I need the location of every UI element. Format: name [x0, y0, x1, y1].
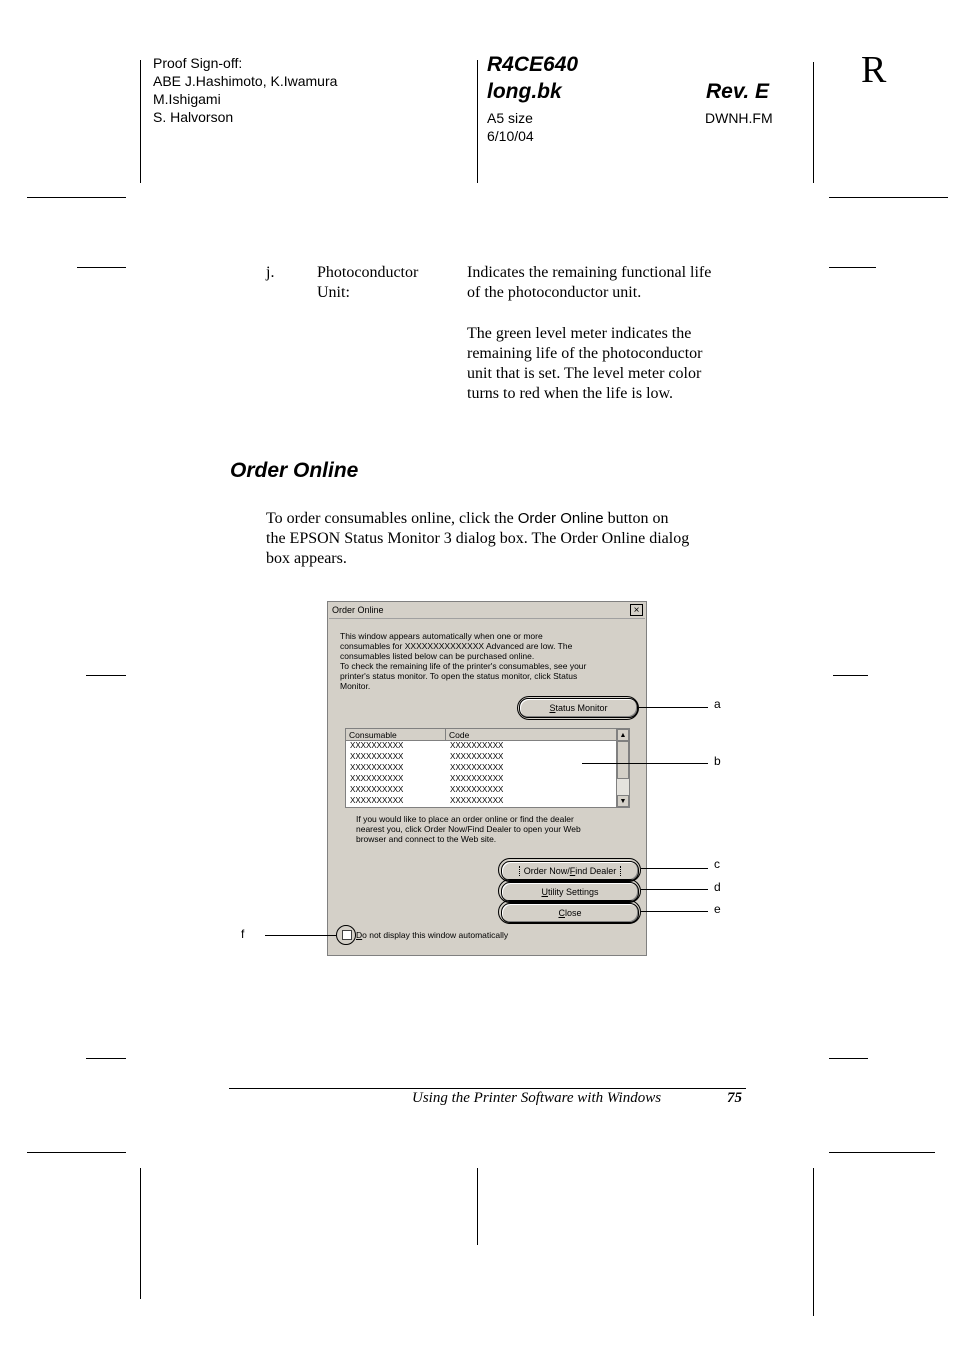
leader-line-b: [582, 763, 708, 764]
paper-size: A5 size: [487, 110, 533, 126]
column-header-consumable[interactable]: Consumable: [346, 729, 446, 741]
doc-date: 6/10/04: [487, 128, 534, 144]
scroll-up-icon[interactable]: ▲: [617, 729, 629, 741]
crop-mark: [477, 60, 478, 183]
table-row: XXXXXXXXXX: [450, 741, 504, 750]
order-now-find-dealer-button[interactable]: Order Now/Find Dealer: [501, 861, 639, 881]
crop-mark: [77, 267, 126, 268]
table-row: XXXXXXXXXX: [350, 741, 404, 750]
crop-mark: [813, 1168, 814, 1316]
table-row: XXXXXXXXXX: [450, 785, 504, 794]
checkbox-label[interactable]: Do not display this window automatically: [356, 930, 509, 940]
leader-line-c: [641, 868, 708, 869]
status-monitor-button[interactable]: Status Monitor: [519, 698, 638, 718]
page-number: 75: [727, 1090, 742, 1106]
dialog-title: Order Online: [332, 605, 384, 615]
callout-ring-f: [336, 925, 356, 945]
table-row: XXXXXXXXXX: [350, 774, 404, 783]
callout-label-c: c: [714, 857, 720, 871]
crop-mark: [829, 267, 876, 268]
item-description-detail: The green level meter indicates the remaining life of the photoconductor unit that is set. The level meter color turns to red when the life is low.: [467, 325, 703, 402]
footer-chapter: Using the Printer Software with Windows: [412, 1090, 662, 1106]
scroll-thumb[interactable]: [617, 741, 629, 779]
table-row: XXXXXXXXXX: [350, 752, 404, 761]
corner-letter: R: [861, 49, 887, 91]
order-online-ref: Order Online: [517, 510, 604, 527]
book-name: long.bk: [487, 80, 562, 103]
table-row: XXXXXXXXXX: [450, 752, 504, 761]
crop-mark: [829, 1152, 935, 1153]
item-description: Indicates the remaining functional life of the photoconductor unit.: [467, 264, 712, 301]
callout-label-a: a: [714, 697, 721, 711]
table-row: XXXXXXXXXX: [350, 763, 404, 772]
leader-line-e: [641, 911, 708, 912]
leader-line-d: [641, 889, 708, 890]
callout-ring-e: [498, 900, 641, 924]
dealer-text: If you would like to place an order online or find the dealer nearest you, click Order Now/Find Dealer to open your Web browser and connect to the Web site.: [356, 814, 581, 844]
scroll-down-icon[interactable]: ▼: [617, 795, 629, 807]
crop-mark: [140, 60, 141, 183]
close-icon[interactable]: ×: [630, 604, 643, 616]
table-row: XXXXXXXXXX: [350, 785, 404, 794]
section-heading: Order Online: [230, 459, 359, 482]
crop-mark: [86, 1058, 126, 1059]
close-button[interactable]: Close: [501, 903, 639, 923]
callout-label-f: f: [241, 927, 245, 941]
crop-mark: [27, 1152, 126, 1153]
proof-signoff: Proof Sign-off: ABE J.Hashimoto, K.Iwamura M.Ishigami S. Halvorson: [153, 55, 338, 125]
leader-line-a: [639, 707, 708, 708]
crop-mark: [86, 675, 126, 676]
callout-label-e: e: [714, 902, 721, 916]
utility-settings-button[interactable]: Utility Settings: [501, 882, 639, 902]
consumables-list[interactable]: [345, 728, 630, 808]
crop-mark: [140, 1168, 141, 1299]
table-row: XXXXXXXXXX: [450, 763, 504, 772]
leader-line-f: [265, 935, 336, 936]
callout-label-d: d: [714, 880, 721, 894]
doc-code: R4CE640: [487, 53, 579, 76]
intro-paragraph: To order consumables online, click the Order Online button on the EPSON Status Monitor 3 dialog box. The Order Online dialog box appears.: [266, 510, 690, 567]
list-scrollbar[interactable]: [616, 729, 629, 807]
footer-rule: [229, 1088, 746, 1089]
crop-mark: [813, 62, 814, 183]
revision: Rev. E: [706, 80, 770, 103]
crop-mark: [477, 1168, 478, 1245]
item-term: Photoconductor Unit:: [317, 264, 419, 301]
callout-label-b: b: [714, 754, 721, 768]
dialog-titlebar: [329, 603, 645, 619]
callout-ring-a: [517, 696, 639, 720]
column-header-code[interactable]: Code: [446, 729, 617, 741]
table-row: XXXXXXXXXX: [450, 796, 504, 805]
table-row: XXXXXXXXXX: [450, 774, 504, 783]
crop-mark: [27, 197, 126, 198]
file-name: DWNH.FM: [705, 110, 773, 126]
dialog-message: This window appears automatically when one or more consumables for XXXXXXXXXXXXXX Advanced are low. The consumables listed below can be purchased online. To check the remaining life of the printer's consumables, see your printer's status monitor. To open the status monitor, click Status Monitor.: [340, 631, 587, 691]
crop-mark: [829, 197, 948, 198]
crop-mark: [833, 675, 868, 676]
item-label: j.: [266, 264, 275, 281]
table-row: XXXXXXXXXX: [350, 796, 404, 805]
crop-mark: [829, 1058, 868, 1059]
